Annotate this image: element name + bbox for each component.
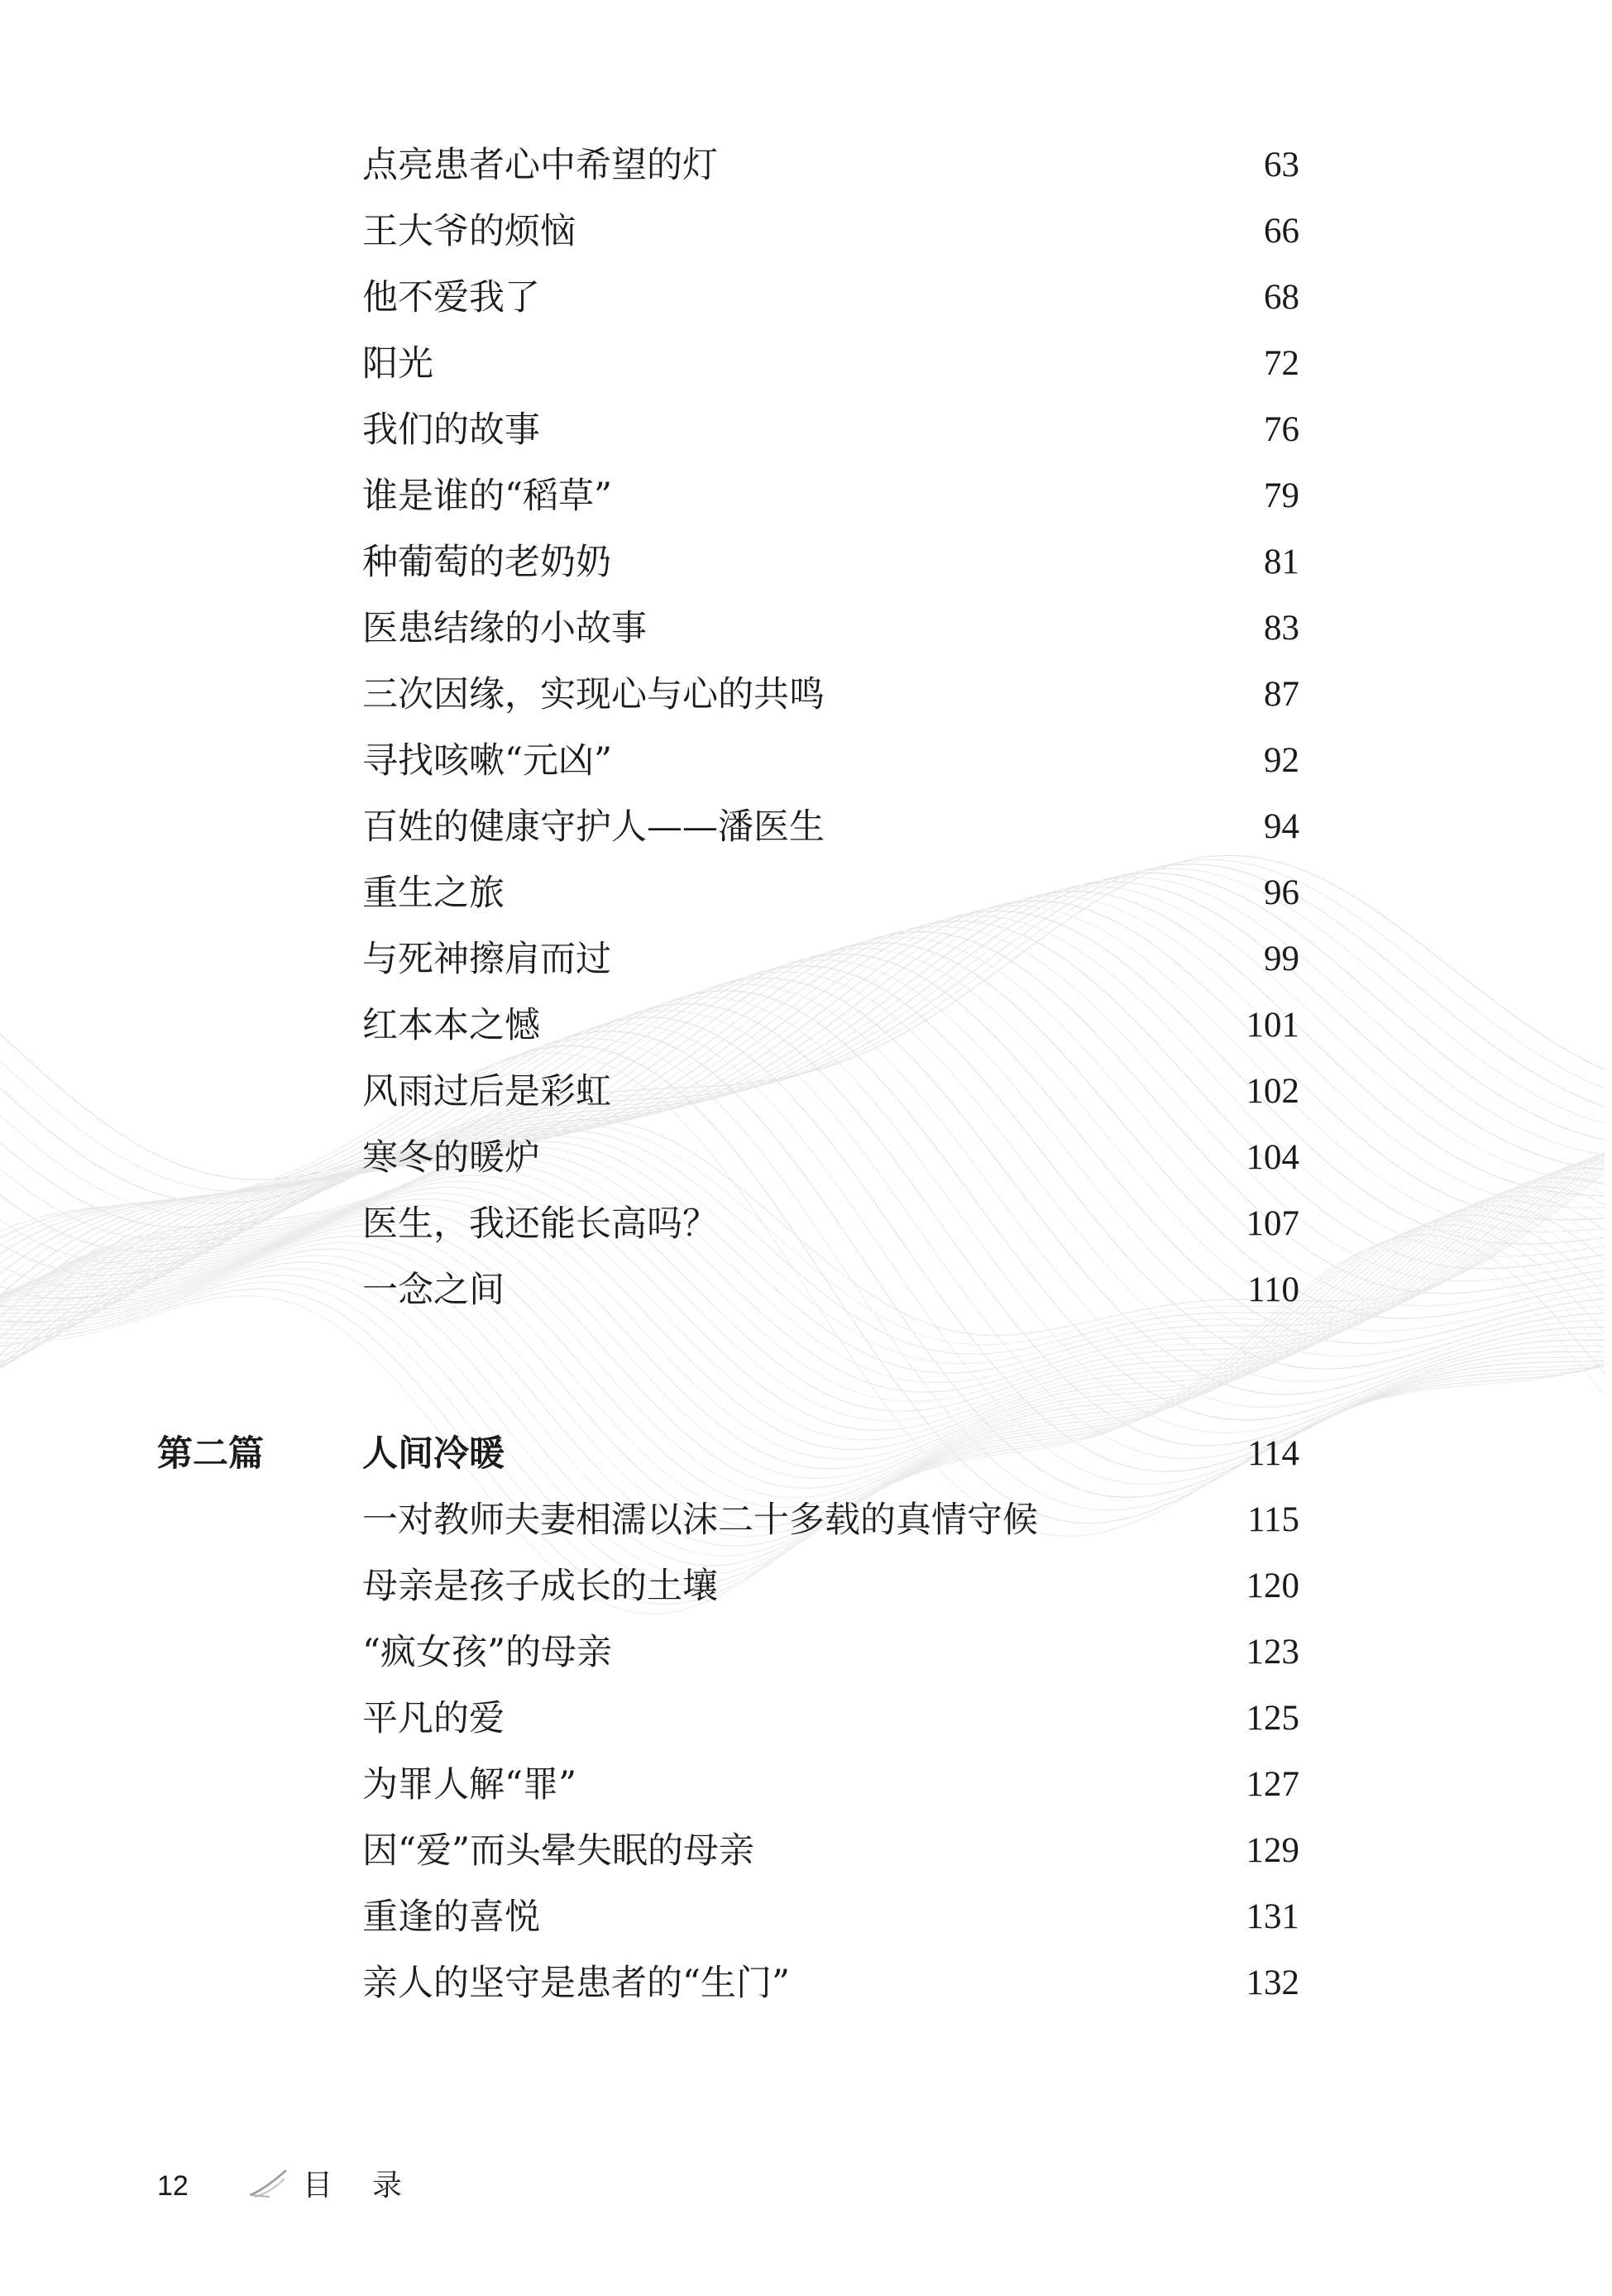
entry-title: 王大爷的烦恼 [362,211,576,252]
entry-page-number: 66 [1264,212,1299,251]
toc-entry [0,1884,1612,1950]
part-label: 第二篇 [157,1433,264,1475]
entry-page-number: 104 [1246,1138,1299,1177]
toc-entry [0,1257,1612,1323]
entry-title: 与死神擦肩而过 [362,939,611,980]
entry-page-number: 87 [1264,675,1299,714]
toc-entry [0,596,1612,662]
entry-page-number: 94 [1264,807,1299,846]
entry-title: 重生之旅 [362,873,505,914]
toc-entry [0,993,1612,1059]
toc-entry [0,529,1612,596]
toc-entry [0,926,1612,993]
page-footer [0,2157,1612,2215]
entry-page-number: 127 [1246,1765,1299,1804]
toc-entry [0,1950,1612,2016]
part-heading [0,1421,1612,1487]
entry-title: 医生，我还能长高吗？ [362,1203,718,1245]
entry-title: 寻找咳嗽“元凶” [362,740,612,782]
entry-title: 一对教师夫妻相濡以沫二十多载的真情守候 [362,1500,1038,1541]
entry-page-number: 120 [1246,1567,1299,1605]
toc-entry [0,1059,1612,1125]
entry-page-number: 79 [1264,476,1299,515]
toc-entry [0,1619,1612,1686]
toc-entry [0,1125,1612,1191]
toc-entry [0,265,1612,331]
toc-entry [0,1818,1612,1884]
footer-section-label: 目录 [303,2169,442,2203]
entry-page-number: 102 [1246,1072,1299,1111]
entry-title: 为罪人解“罪” [362,1764,576,1806]
toc-entry [0,1752,1612,1818]
part-page-number: 114 [1247,1434,1299,1473]
entry-title: 种葡萄的老奶奶 [362,542,611,583]
entry-page-number: 63 [1264,146,1299,184]
toc-entry [0,1191,1612,1257]
entry-page-number: 129 [1246,1831,1299,1870]
toc-entry [0,794,1612,860]
entry-page-number: 76 [1264,410,1299,449]
entry-title: 重逢的喜悦 [362,1897,540,1938]
entry-page-number: 99 [1264,940,1299,978]
entry-page-number: 92 [1264,741,1299,780]
entry-page-number: 107 [1246,1204,1299,1243]
part-title: 人间冷暖 [362,1433,505,1475]
entry-page-number: 81 [1264,543,1299,581]
entry-title: 医患结缘的小故事 [362,608,647,649]
entry-page-number: 132 [1246,1964,1299,2002]
toc-entry [0,662,1612,728]
entry-page-number: 125 [1246,1699,1299,1738]
entry-page-number: 101 [1246,1006,1299,1045]
entry-title: 母亲是孩子成长的土壤 [362,1566,718,1607]
toc-entry [0,397,1612,463]
entry-page-number: 83 [1264,609,1299,648]
entry-page-number: 96 [1264,873,1299,912]
entry-title: 因“爱”而头晕失眠的母亲 [362,1830,754,1872]
entry-title: 点亮患者心中希望的灯 [362,145,718,186]
entry-page-number: 110 [1247,1270,1299,1309]
entry-title: 一念之间 [362,1270,505,1311]
toc-entry [0,728,1612,794]
entry-title: “疯女孩”的母亲 [362,1632,612,1673]
entry-title: 阳光 [362,343,433,385]
toc-entry [0,860,1612,926]
entry-title: 寒冬的暖炉 [362,1137,540,1179]
entry-title: 平凡的爱 [362,1698,505,1739]
entry-page-number: 115 [1247,1500,1299,1539]
toc-entry [0,463,1612,529]
toc-entry [0,199,1612,265]
entry-title: 亲人的坚守是患者的“生门” [362,1963,790,2004]
entry-page-number: 72 [1264,344,1299,383]
entry-title: 三次因缘，实现心与心的共鸣 [362,674,825,715]
entry-page-number: 131 [1246,1897,1299,1936]
entry-title: 风雨过后是彩虹 [362,1071,611,1112]
entry-title: 他不爱我了 [362,277,540,318]
entry-title: 红本本之憾 [362,1005,540,1046]
toc-entry [0,132,1612,199]
toc-entry [0,1553,1612,1619]
toc-entry [0,331,1612,397]
entry-title: 我们的故事 [362,409,540,451]
entry-page-number: 68 [1264,278,1299,317]
toc-entry [0,1686,1612,1752]
quill-icon [248,2167,288,2200]
toc-entry [0,1487,1612,1553]
entry-title: 百姓的健康守护人——潘医生 [362,806,825,848]
footer-page-number: 12 [157,2170,189,2202]
entry-title: 谁是谁的“稻草” [362,476,612,517]
entry-page-number: 123 [1246,1633,1299,1672]
